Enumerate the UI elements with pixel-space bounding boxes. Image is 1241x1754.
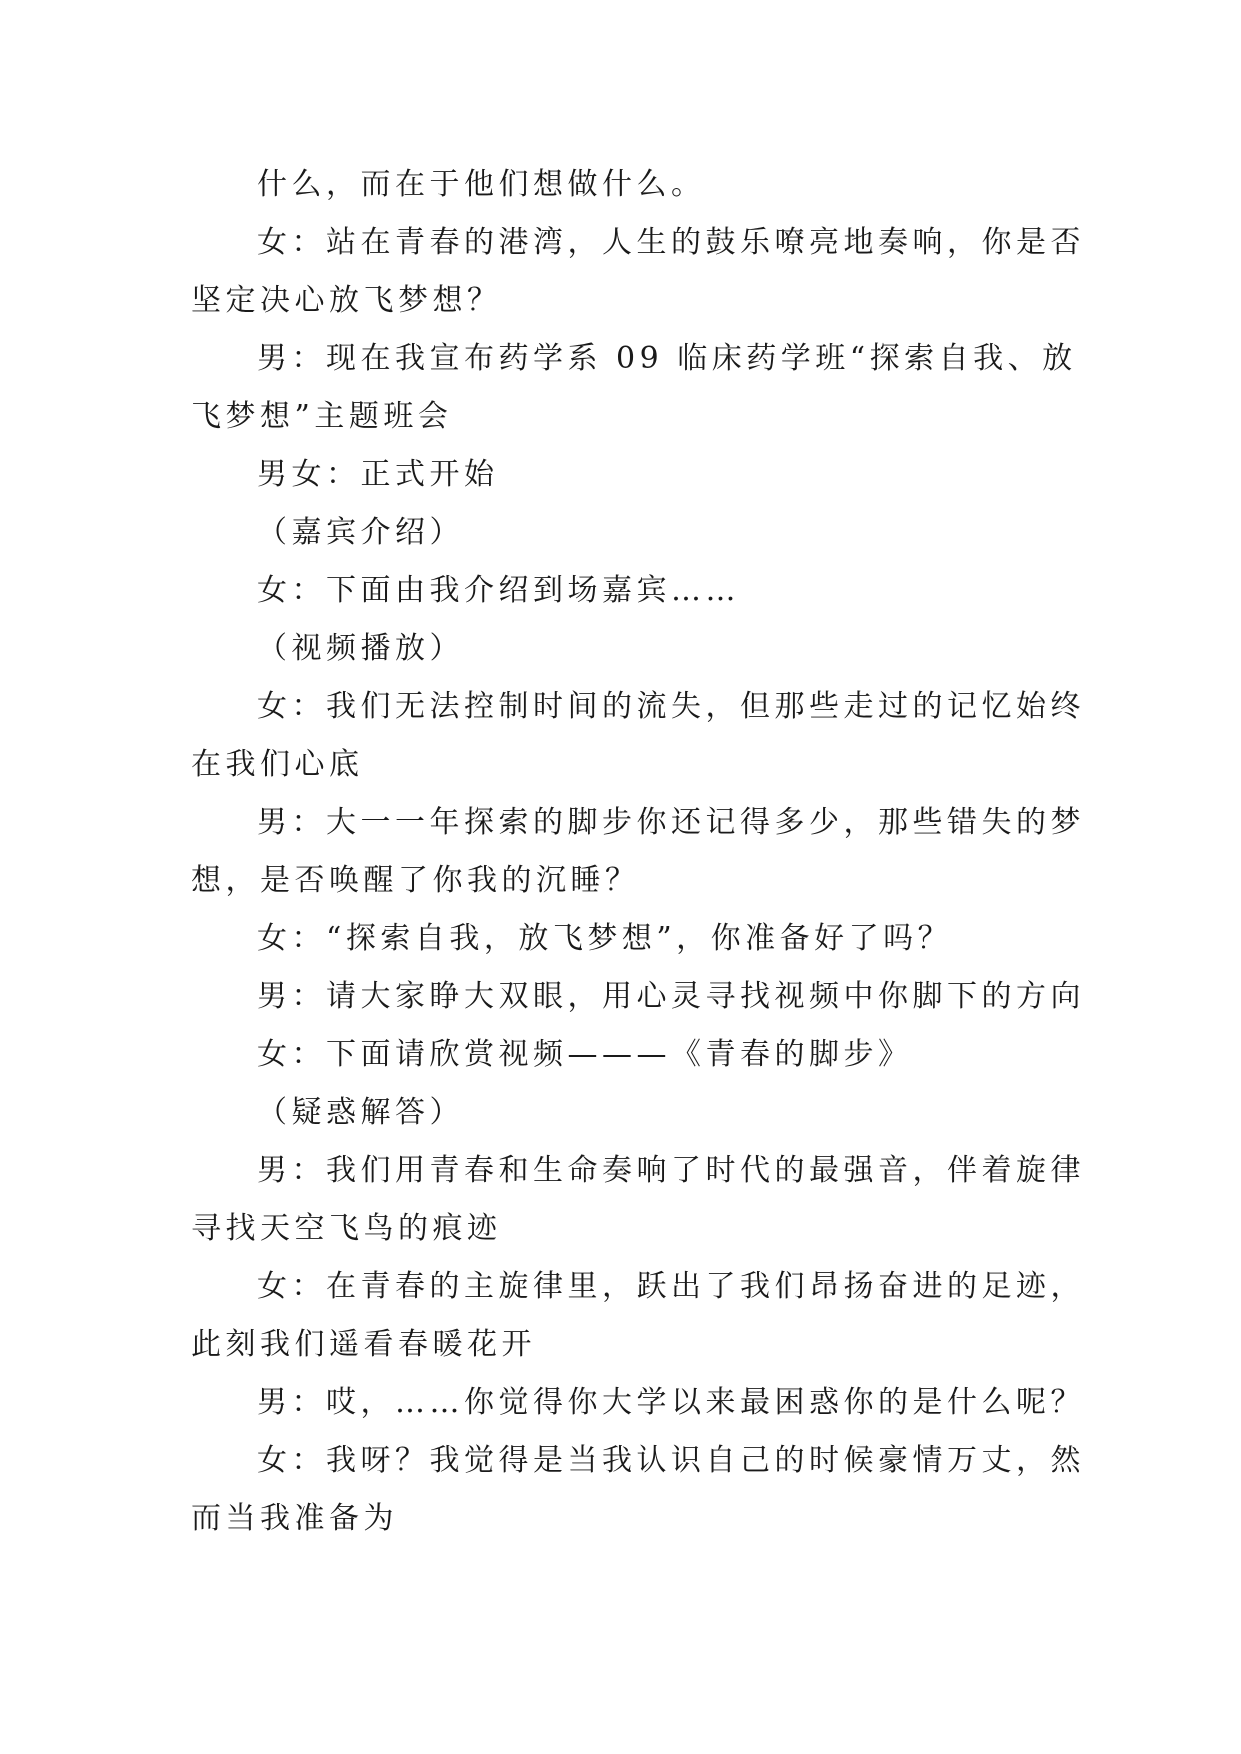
text-line: 男：请大家睁大双眼，用心灵寻找视频中你脚下的方向 (257, 979, 1085, 1014)
text-line: 想，是否唤醒了你我的沉睡？ (191, 863, 640, 898)
text-line: 在我们心底 (191, 747, 364, 782)
text-line: 男女：正式开始 (257, 457, 499, 492)
text-line: 寻找天空飞鸟的痕迹 (191, 1211, 502, 1246)
text-line: 而当我准备为 (191, 1501, 398, 1536)
text-line: 男：现在我宣布药学系 09 临床药学班“探索自我、放 (257, 341, 1077, 376)
text-line: 女：我呀？我觉得是当我认识自己的时候豪情万丈，然 (257, 1443, 1085, 1478)
stage-direction: （嘉宾介绍） (257, 515, 464, 550)
text-line: 女：站在青春的港湾，人生的鼓乐嘹亮地奏响，你是否 (257, 225, 1085, 260)
text-line: 女：在青春的主旋律里，跃出了我们昂扬奋进的足迹， (257, 1269, 1085, 1304)
stage-direction: （视频播放） (257, 631, 464, 666)
text-line: 男：哎，……你觉得你大学以来最困惑你的是什么呢？ (257, 1385, 1085, 1420)
text-line: 男：我们用青春和生命奏响了时代的最强音，伴着旋律 (257, 1153, 1085, 1188)
text-line: 此刻我们遥看春暖花开 (191, 1327, 536, 1362)
text-line: 飞梦想”主题班会 (191, 399, 453, 434)
document-page (191, 156, 1085, 1548)
text-line: 女：我们无法控制时间的流失，但那些走过的记忆始终 (257, 689, 1085, 724)
text-line: 什么，而在于他们想做什么。 (257, 167, 706, 202)
text-line: 女：下面由我介绍到场嘉宾…… (257, 573, 740, 608)
text-line: 坚定决心放飞梦想？ (191, 283, 502, 318)
text-line: 女：下面请欣赏视频———《青春的脚步》 (257, 1037, 913, 1072)
text-line: 男：大一一年探索的脚步你还记得多少，那些错失的梦 (257, 805, 1085, 840)
stage-direction: （疑惑解答） (257, 1095, 464, 1130)
text-line: 女：“探索自我，放飞梦想”，你准备好了吗？ (257, 921, 953, 956)
